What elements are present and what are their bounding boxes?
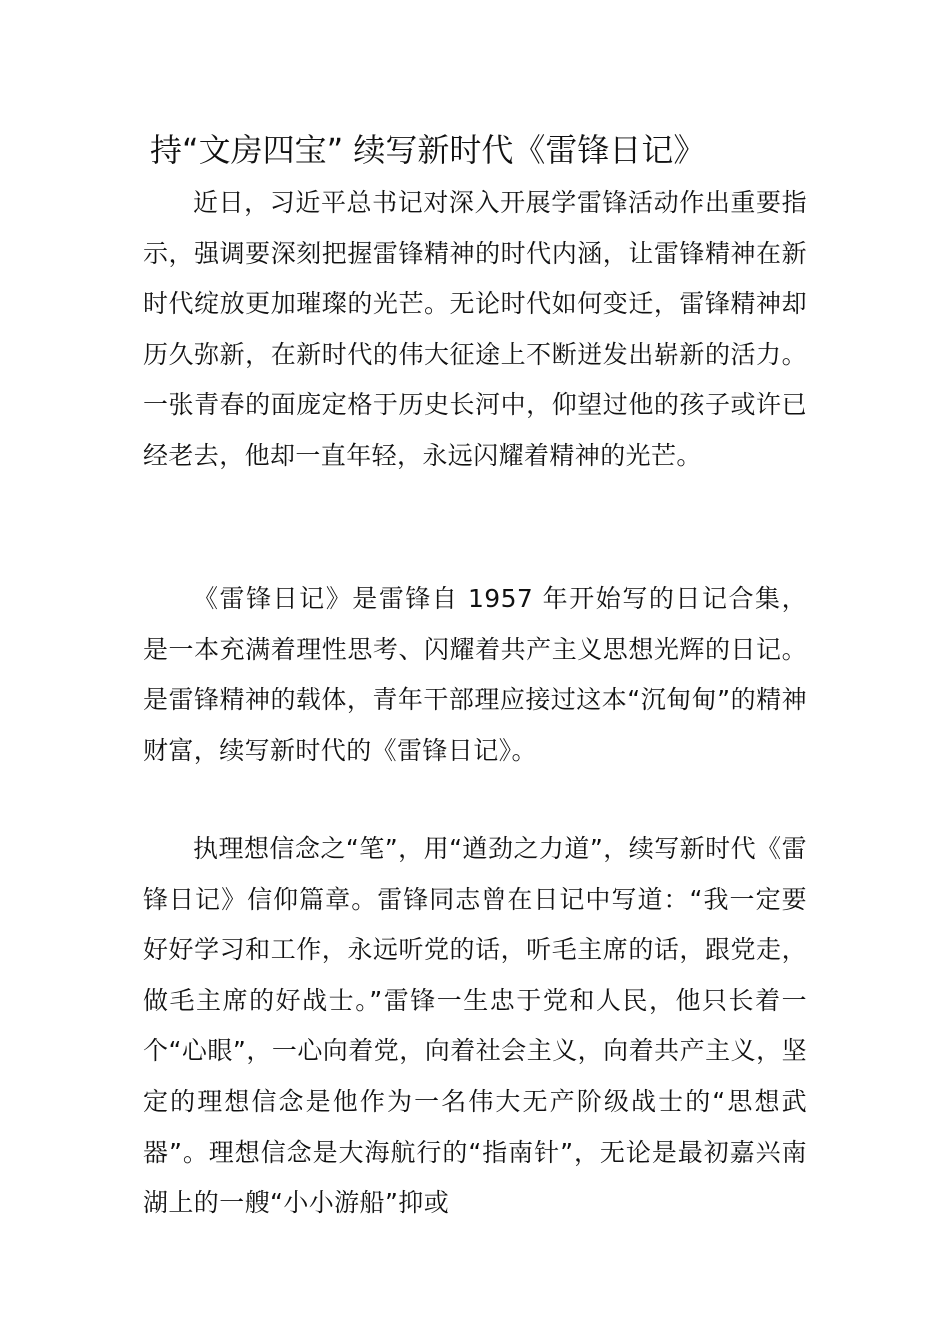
document-title: 持“文房四宝” 续写新时代《雷锋日记》 [150, 131, 706, 169]
paragraph-intro: 近日，习近平总书记对深入开展学雷锋活动作出重要指示，强调要深刻把握雷锋精神的时代内涵，让雷锋精神在新时代绽放更加璀璨的光芒。无论时代如何变迁，雷锋精神却历久弥新，在新时代的伟大征途上不断迸发出崭新的活力。一张青春的面庞定格于历史长河中，仰望过他的孩子或许已经老去，他却一直年轻，永远闪耀着精神的光芒。 [143, 188, 807, 470]
paragraph-diary-background: 《雷锋日记》是雷锋自 1957 年开始写的日记合集，是一本充满着理性思考、闪耀着共产主义思想光辉的日记。是雷锋精神的载体，青年干部理应接过这本“沉甸甸”的精神财富，续写新时代的《雷锋日记》。 [143, 584, 807, 765]
paragraph-ideals-and-beliefs: 执理想信念之“笔”，用“遒劲之力道”，续写新时代《雷锋日记》信仰篇章。雷锋同志曾在日记中写道：“我一定要好好学习和工作，永远听党的话，听毛主席的话，跟党走，做毛主席的好战士。”雷锋一生忠于党和人民，他只长着一个“心眼”，一心向着党，向着社会主义，向着共产主义，坚定的理想信念是他作为一名伟大无产阶级战士的“思想武器”。理想信念是大海航行的“指南针”，无论是最初嘉兴南湖上的一艘“小小游船”抑或 [143, 834, 807, 1218]
